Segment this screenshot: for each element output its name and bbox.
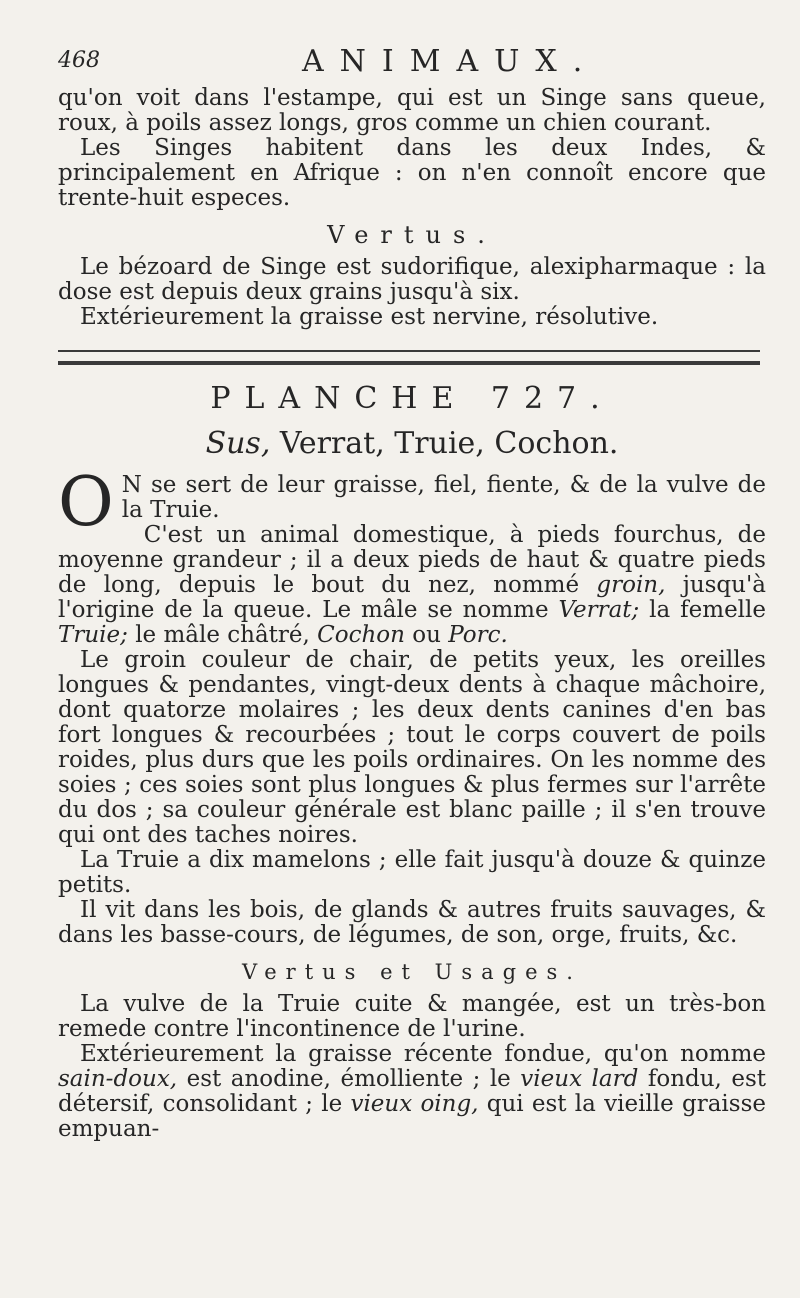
italic-term-truie: Truie; [58,622,128,648]
text-run: fondu, est détersif, consolidant ; le [58,1066,767,1117]
italic-term-groin: groin, [596,572,666,598]
plate-subtitle [58,426,766,461]
running-title: ANIMAUX. [302,44,599,79]
italic-term-vieux-lard: vieux lard [520,1066,639,1092]
plate-title: PLANCHE 727. [210,381,614,416]
text-run: le mâle châtré, [135,622,310,648]
text-run: ou [412,622,441,648]
body-paragraph-2 [58,523,766,648]
vertus-paragraph-2: Extérieurement la graisse est nervine, résolutive. [80,304,659,330]
text-run: est anodine, émolliente ; le [186,1066,511,1092]
text-run: la femelle [649,597,766,623]
page-number: 468 [58,48,100,73]
body-paragraph-3: Le groin couleur de chair, de petits yeux, les oreilles longues & pendantes, vingt-deux dents à chaque mâchoire, dont quatorze molaires ; les deux dents canines d'en bas fort longues & recourbées ; tout le corps couvert de poils roides, plus durs que les poils ordinaires. On les nomme des soies ; ces soies sont plus longues & plus fermes sur l'arrête du dos ; sa couleur générale est blanc paille ; il s'en trouve qui ont des taches noires. [58,647,766,848]
intro-paragraph-2: Les Singes habitent dans les deux Indes, & principalement en Afrique : on n'en connoît encore que trente-huit especes. [58,135,766,211]
body-paragraph-1-text: N se sert de leur graisse, fiel, fiente, & de la vulve de la Truie. [121,472,766,523]
italic-term-vieux-oing: vieux oing, [350,1091,479,1117]
body-paragraph-4: La Truie a dix mamelons ; elle fait jusqu'à douze & quinze petits. [58,847,766,898]
body-paragraph-1 [58,463,766,542]
italic-term-porc: Porc. [448,622,508,648]
section-heading-vertus: Vertus. [327,221,497,249]
italic-term-verrat: Verrat; [558,597,640,623]
vertus-paragraph-1: Le bézoard de Singe est sudorifique, alexipharmaque : la dose est depuis deux grains jusqu'à six. [58,254,766,305]
intro-paragraph-1: qu'on voit dans l'estampe, qui est un Singe sans queue, roux, à poils assez longs, gros comme un chien courant. [58,85,766,136]
text-run: qui est la vieille graisse empuan- [58,1091,766,1142]
italic-term-sain-doux: sain-doux, [58,1066,178,1092]
plate-subtitle-names: Verrat, Truie, Cochon. [279,426,619,461]
section-heading-vertus-usages: Vertus et Usages. [242,960,582,984]
plate-subtitle-latin: Sus, [205,426,271,461]
decorative-rule [58,350,760,365]
page-header [58,44,766,86]
italic-term-cochon: Cochon [317,622,405,648]
text-run: C'est un animal domestique, à pieds fourchus, de moyenne grandeur ; il a deux pieds de haut & quatre pieds de long, depuis le bout du nez, nommé [58,522,766,598]
usages-paragraph-1: La vulve de la Truie cuite & mangée, est un très-bon remede contre l'incontinence de l'urine. [58,991,766,1042]
body-paragraph-5: Il vit dans les bois, de glands & autres fruits sauvages, & dans les basse-cours, de légumes, de son, orge, fruits, &c. [58,897,766,948]
text-run: jusqu'à l'origine de la queue. Le mâle se nomme [58,572,767,623]
usages-paragraph-2 [58,1042,766,1142]
text-run: Extérieurement la graisse récente fondue, qu'on nomme [80,1041,766,1067]
drop-cap: O [58,463,114,542]
